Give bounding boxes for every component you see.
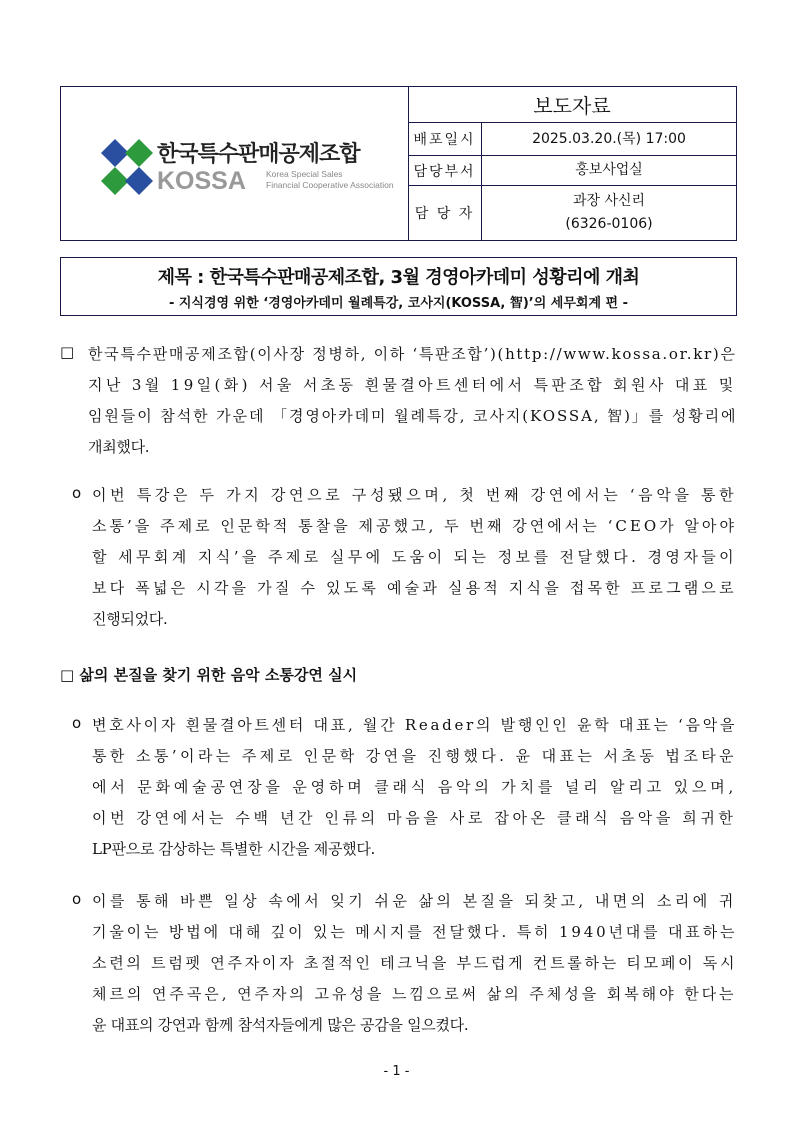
paragraph-line: LP판으로 감상하는 특별한 시간을 제공했다. (92, 840, 376, 858)
paragraph-line: 이번 특강은 두 가지 강연으로 구성됐으며, 첫 번째 강연에서는 ‘음악을 통한 (92, 486, 738, 504)
kossa-logo-icon (99, 139, 155, 195)
paragraph-line: 진행되었다. (92, 610, 168, 628)
info-label: 배포일시 (408, 123, 482, 155)
doc-type: 보도자료 (408, 87, 736, 123)
bullet-marker: o (72, 714, 82, 732)
paragraph-line: 이를 통해 바쁜 일상 속에서 잊기 쉬운 삶의 본질을 되찾고, 내면의 소리에 귀 (92, 892, 737, 910)
info-row-contact (408, 186, 736, 240)
info-value (482, 186, 736, 240)
section-heading: □ 삶의 본질을 찾기 위한 음악 소통강연 실시 (60, 666, 358, 684)
paragraph-line: 윤 대표의 강연과 함께 참석자들에게 많은 공감을 일으켰다. (92, 1016, 469, 1034)
info-row-date (408, 123, 736, 156)
paragraph-line: 소련의 트럼펫 연주자이자 초절적인 테크닉을 부드럽게 컨트롤하는 티모페이 독시 (92, 954, 738, 972)
org-name-en-line: Korea Special Sales (266, 169, 343, 179)
main-title: 제목 : 한국특수판매공제조합, 3월 경영아카데미 성황리에 개최 (157, 267, 640, 288)
info-value (482, 123, 736, 155)
bullet-marker: □ (60, 343, 75, 361)
info-label: 담 당 자 (408, 186, 482, 240)
org-name-ko: 한국특수판매공제조합 (157, 142, 360, 167)
paragraph-line: 통한 소통’이라는 주제로 인문학 강연을 진행했다. 윤 대표는 서초동 법조타운 (92, 747, 738, 765)
org-logo (61, 87, 409, 240)
paragraph-line: 보다 폭넓은 시각을 가질 수 있도록 예술과 실용적 지식을 접목한 프로그램으로 (92, 579, 737, 597)
sub-title: - 지식경영 위한 ‘경영아카데미 월례특강, 코사지(KOSSA, 智)’의 세무회계 편 - (168, 296, 629, 311)
paragraph-line: 변호사이자 흰물결아트센터 대표, 월간 Reader의 발행인인 윤학 대표는 ‘음악을 (92, 716, 738, 734)
paragraph-line: 한국특수판매공제조합(이사장 정병하, 이하 ‘특판조합’)(http://www.kossa.or.kr)은 (88, 345, 737, 363)
release-info (408, 87, 736, 240)
paragraph-line: 개최했다. (88, 438, 150, 456)
paragraph-line: 에서 문화예술공연장을 운영하며 클래식 음악의 가치를 널리 알리고 있으며, (92, 778, 738, 796)
release-date: 2025.03.20.(목) 17:00 (532, 130, 686, 147)
title-box (60, 257, 737, 316)
paragraph-line: 기울이는 방법에 대해 깊이 있는 메시지를 전달했다. 특히 1940년대를 대표하는 (92, 923, 738, 941)
org-abbr: KOSSA (157, 167, 246, 195)
paragraph-line: 체르의 연주곡은, 연주자의 고유성을 느낌으로써 삶의 주체성을 회복해야 한다는 (92, 985, 737, 1003)
bullet-marker: o (72, 484, 82, 502)
info-row-dept (408, 156, 736, 186)
org-name-en (266, 169, 394, 191)
paragraph-line: 지난 3월 19일(화) 서울 서초동 흰물결아트센터에서 특판조합 회원사 대표 및 (88, 376, 737, 394)
org-name-en-line: Financial Cooperative Association (266, 180, 394, 190)
header-table (60, 86, 737, 241)
paragraph-line: 소통’을 주제로 인문학적 통찰을 제공했고, 두 번째 강연에서는 ‘CEO가 알아야 (92, 517, 737, 535)
page-number: - 1 - (383, 1064, 410, 1079)
contact-name: 과장 사신리 (572, 193, 646, 209)
info-value (482, 156, 736, 185)
contact-phone: (6326-0106) (565, 216, 653, 232)
paragraph-line: 임원들이 참석한 가운데 「경영아카데미 월례특강, 코사지(KOSSA, 智)」를 성황리에 (88, 407, 738, 425)
bullet-marker: o (72, 890, 82, 908)
paragraph-line: 할 세무회계 지식’을 주제로 실무에 도움이 되는 정보를 전달했다. 경영자들이 (92, 548, 738, 566)
department: 홍보사업실 (575, 162, 643, 178)
paragraph-line: 이번 강연에서는 수백 년간 인류의 마음을 사로 잡아온 클래식 음악을 희귀한 (92, 809, 737, 827)
info-label: 담당부서 (408, 156, 482, 185)
